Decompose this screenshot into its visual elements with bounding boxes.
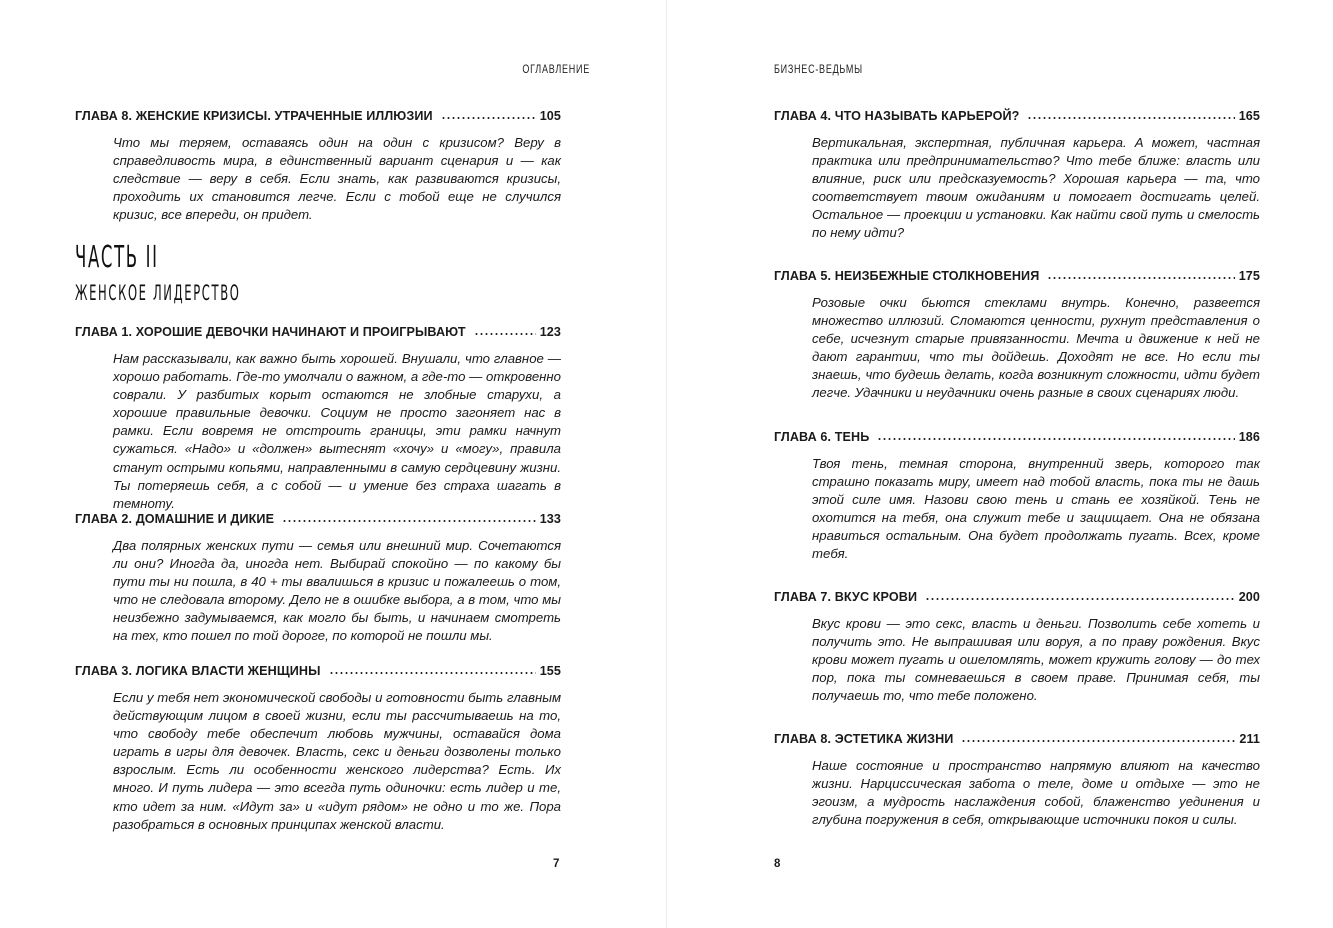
dot-leader — [877, 438, 1234, 440]
chapter-title: ГЛАВА 8. ЖЕНСКИЕ КРИЗИСЫ. УТРАЧЕННЫЕ ИЛЛЮЗИИ — [75, 109, 433, 123]
chapter-page: 155 — [539, 664, 561, 678]
chapter-summary: Два полярных женских пути — семья или внешний мир. Сочетаются ли они? Иногда да, иногда нет. Выбирай спокойно — по какому бы пути ты ни пошла, в 40 + ты ввалишься в кризис и пожалеешь о том, что не следовала второму. Дело не в ошибке выбора, а в том, что мы неизбежно задумываемся, как могло бы быть, и начинаем смотреть на тех, кто пошел по той дороге, по которой не пошли мы. — [113, 538, 561, 644]
toc-heading[interactable] — [75, 512, 561, 526]
chapter-page: 133 — [539, 512, 561, 526]
chapter-title: ГЛАВА 3. ЛОГИКА ВЛАСТИ ЖЕНЩИНЫ — [75, 664, 321, 678]
toc-entry — [75, 109, 561, 224]
chapter-title: ГЛАВА 8. ЭСТЕТИКА ЖИЗНИ — [774, 732, 954, 746]
chapter-summary: Вкус крови — это секс, власть и деньги. Позволить себе хотеть и получить это. Не выпрашивая или воруя, а по праву рождения. Вкус крови может пугать и ошеломлять, может кружить голову — до тех пор, пока ты сомневаешься в своем праве. Принимая себя, ты получаешь то, что тебе положено. — [812, 616, 1260, 704]
chapter-title: ГЛАВА 4. ЧТО НАЗЫВАТЬ КАРЬЕРОЙ? — [774, 109, 1020, 123]
chapter-title: ГЛАВА 5. НЕИЗБЕЖНЫЕ СТОЛКНОВЕНИЯ — [774, 269, 1040, 283]
chapter-summary: Что мы теряем, оставаясь один на один с кризисом? Веру в справедливость мира, в единственный вариант сценария и — как следствие — веру в себя. Если знать, как развиваются кризисы, проходить их становится легче. Если с тобой еще не случился кризис, все впереди, он придет. — [113, 135, 561, 223]
chapter-summary: Твоя тень, темная сторона, внутренний зверь, которого так страшно показать миру, имеет над тобой власть, пока ты не дашь этой силе имя. Назови свою тень и стань ее хозяйкой. Тень не охотится на тебя, она служит тебе и защищает. Она не обязана нравиться остальным. Она будет продолжать пугать. Всех, кроме тебя. — [812, 456, 1260, 562]
running-head-right: БИЗНЕС-ВЕДЬМЫ — [774, 62, 863, 76]
dot-leader — [282, 520, 536, 522]
toc-heading[interactable] — [774, 732, 1260, 746]
toc-entry — [774, 430, 1260, 564]
toc-heading[interactable] — [774, 430, 1260, 444]
toc-entry — [774, 269, 1260, 403]
toc-entry — [774, 732, 1260, 829]
chapter-page: 200 — [1238, 590, 1260, 604]
dot-leader — [1027, 117, 1234, 119]
chapter-page: 186 — [1238, 430, 1260, 444]
chapter-title: ГЛАВА 2. ДОМАШНИЕ И ДИКИЕ — [75, 512, 275, 526]
chapter-page: 175 — [1238, 269, 1260, 283]
chapter-page: 211 — [1239, 732, 1260, 746]
page-gutter — [666, 0, 667, 928]
chapter-title: ГЛАВА 6. ТЕНЬ — [774, 430, 870, 444]
dot-leader — [329, 672, 536, 674]
toc-heading[interactable] — [75, 109, 561, 123]
dot-leader — [1047, 277, 1234, 279]
toc-heading[interactable] — [75, 325, 561, 339]
toc-heading[interactable] — [774, 590, 1260, 604]
toc-entry — [774, 109, 1260, 243]
part-title: ЧАСТЬ II — [75, 240, 159, 275]
page-number-right: 8 — [774, 858, 781, 870]
toc-heading[interactable] — [774, 269, 1260, 283]
toc-entry — [774, 590, 1260, 705]
chapter-summary: Наше состояние и пространство напрямую влияют на качество жизни. Нарциссическая забота о теле, доме и отдыхе — это не эгоизм, а мудрость наслаждения собой, блаженство уединения и глубина погружения в себя, открывающие источники покоя и силы. — [812, 758, 1260, 828]
dot-leader — [474, 333, 536, 335]
toc-heading[interactable] — [75, 664, 561, 678]
chapter-summary: Розовые очки бьются стеклами внутрь. Конечно, развеется множество иллюзий. Сломаются ценности, рухнут представления о себе, исчезнут старые привязанности. Мечта и движение к ней не дают гарантии, что ты дойдешь. Доходят не все. Но если ты знаешь, что будешь делать, когда возникнут сложности, идти будет легче. Удачники и неудачники очень разные в своих сценариях люди. — [812, 295, 1260, 401]
page-number-left: 7 — [553, 858, 560, 870]
chapter-title: ГЛАВА 7. ВКУС КРОВИ — [774, 590, 918, 604]
dot-leader — [441, 117, 536, 119]
chapter-summary: Нам рассказывали, как важно быть хорошей. Внушали, что главное — хорошо работать. Где-то умолчали о важном, а где-то — откровенно соврали. У разбитых корыт остаются не злобные старухи, а хорошие правильные девочки. Социум не просто загоняет нас в рамки. Если вовремя не отстроить границы, эти рамки начнут сужаться. «Надо» и «должен» вытеснят «хочу» и «могу», правила станут острыми копьями, направленными в самую сердцевину жизни. Ты потеряешь себя, а с собой — и умение без страха шагать в темноту. — [113, 351, 561, 511]
chapter-summary: Вертикальная, экспертная, публичная карьера. А может, частная практика или предпринимательство? Что тебе ближе: власть или влияние, риск или предсказуемость? Хорошая карьера — та, что соответствует твоим ожиданиям и помогает достигать целей. Остальное — проекции и установки. Как найти свой путь и смелость по нему идти? — [812, 135, 1260, 241]
toc-entry — [75, 664, 561, 834]
running-head-left: ОГЛАВЛЕНИЕ — [522, 62, 590, 76]
chapter-page: 105 — [539, 109, 561, 123]
dot-leader — [961, 740, 1235, 742]
chapter-page: 123 — [539, 325, 561, 339]
part-subtitle: ЖЕНСКОЕ ЛИДЕРСТВО — [75, 281, 241, 305]
chapter-title: ГЛАВА 1. ХОРОШИЕ ДЕВОЧКИ НАЧИНАЮТ И ПРОИГРЫВАЮТ — [75, 325, 466, 339]
dot-leader — [925, 598, 1235, 600]
toc-heading[interactable] — [774, 109, 1260, 123]
chapter-summary: Если у тебя нет экономической свободы и готовности быть главным действующим лицом в своей жизни, если ты рассчитываешь на то, что свободу тебе обеспечит любовь мужчины, оставайся дома играть в игры для девочек. Власть, секс и деньги дозволены только взрослым. Есть ли особенности женского лидерства? Есть. Их много. И путь лидера — это всегда путь одиночки: есть лидер и те, кто идет за ним. «Идут за» и «идут рядом» не одно и то же. Пора разобраться в основных принципах женской власти. — [113, 690, 561, 832]
chapter-page: 165 — [1238, 109, 1260, 123]
toc-entry — [75, 325, 561, 513]
toc-entry — [75, 512, 561, 646]
